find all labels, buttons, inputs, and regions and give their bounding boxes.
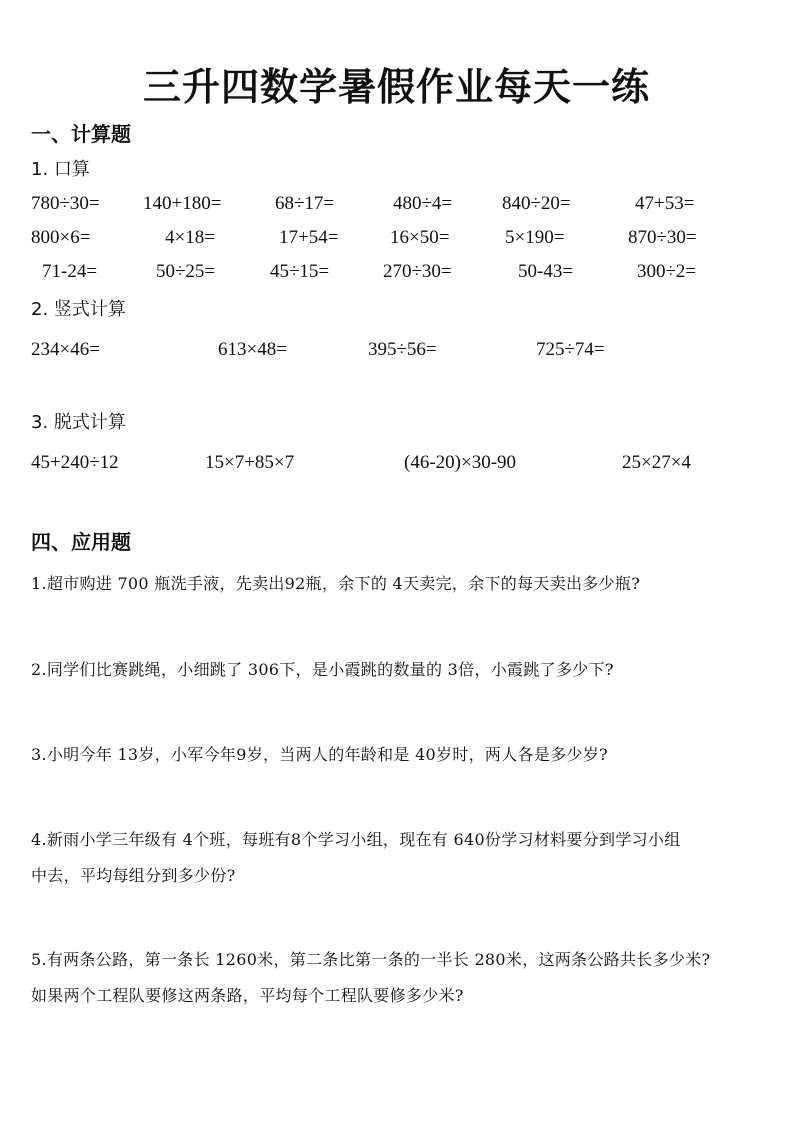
- section-heading-calculation: 一、计算题: [31, 122, 131, 146]
- word-problem-1: [31, 566, 776, 602]
- oral-item: 47+53=: [635, 193, 695, 214]
- word-problem-line: 2.同学们比赛跳绳，小细跳了 306下，是小霞跳的数量的 3倍，小霞跳了多少下?: [31, 660, 614, 679]
- oral-item: 140+180=: [143, 193, 222, 214]
- oral-item: 45÷15=: [270, 261, 330, 282]
- oral-item: 50÷25=: [156, 261, 216, 282]
- word-problem-line: 5.有两条公路，第一条长 1260米，第二条比第一条的一半长 280米，这两条公路共长多少米?: [31, 950, 711, 969]
- oral-item: 480÷4=: [393, 193, 453, 214]
- vertical-item: 725÷74=: [536, 339, 605, 360]
- stepwise-item: 15×7+85×7: [205, 452, 295, 473]
- word-problem-line: 3.小明今年 13岁，小军今年9岁，当两人的年龄和是 40岁时，两人各是多少岁?: [31, 745, 608, 764]
- oral-item: 4×18=: [165, 227, 215, 248]
- subsection-vertical-label: 2. 竖式计算: [31, 299, 126, 320]
- subsection-stepwise-label: 3. 脱式计算: [31, 412, 126, 433]
- oral-item: 800×6=: [31, 227, 91, 248]
- word-problem-2: [31, 652, 776, 688]
- oral-item: 71-24=: [42, 261, 98, 282]
- oral-item: 300÷2=: [637, 261, 697, 282]
- oral-item: 16×50=: [390, 227, 450, 248]
- stepwise-item: 25×27×4: [622, 452, 691, 473]
- page-title: 三升四数学暑假作业每天一练: [142, 65, 650, 109]
- word-problem-line: 1.超市购进 700 瓶洗手液，先卖出92瓶，余下的 4天卖完，余下的每天卖出多少瓶?: [31, 574, 641, 593]
- stepwise-item: (46-20)×30-90: [404, 452, 517, 473]
- word-problem-line: 4.新雨小学三年级有 4个班，每班有8个学习小组，现在有 640份学习材料要分到学习小组: [31, 830, 681, 849]
- oral-item: 870÷30=: [628, 227, 697, 248]
- oral-item: 68÷17=: [275, 193, 335, 214]
- vertical-item: 234×46=: [31, 339, 100, 360]
- oral-item: 5×190=: [505, 227, 565, 248]
- word-problem-line: 如果两个工程队要修这两条路，平均每个工程队要修多少米?: [31, 986, 464, 1005]
- vertical-item: 613×48=: [218, 339, 287, 360]
- word-problem-3: [31, 737, 776, 773]
- word-problem-4: [31, 822, 776, 894]
- word-problem-5: [31, 942, 776, 1014]
- word-problem-line: 中去，平均每组分到多少份?: [31, 866, 236, 885]
- subsection-oral-label: 1. 口算: [31, 159, 90, 180]
- oral-item: 840÷20=: [502, 193, 571, 214]
- oral-item: 780÷30=: [31, 193, 100, 214]
- section-heading-word-problems: 四、应用题: [31, 530, 131, 554]
- oral-item: 270÷30=: [383, 261, 452, 282]
- stepwise-item: 45+240÷12: [31, 452, 119, 473]
- oral-item: 17+54=: [279, 227, 339, 248]
- oral-item: 50-43=: [518, 261, 574, 282]
- vertical-item: 395÷56=: [368, 339, 437, 360]
